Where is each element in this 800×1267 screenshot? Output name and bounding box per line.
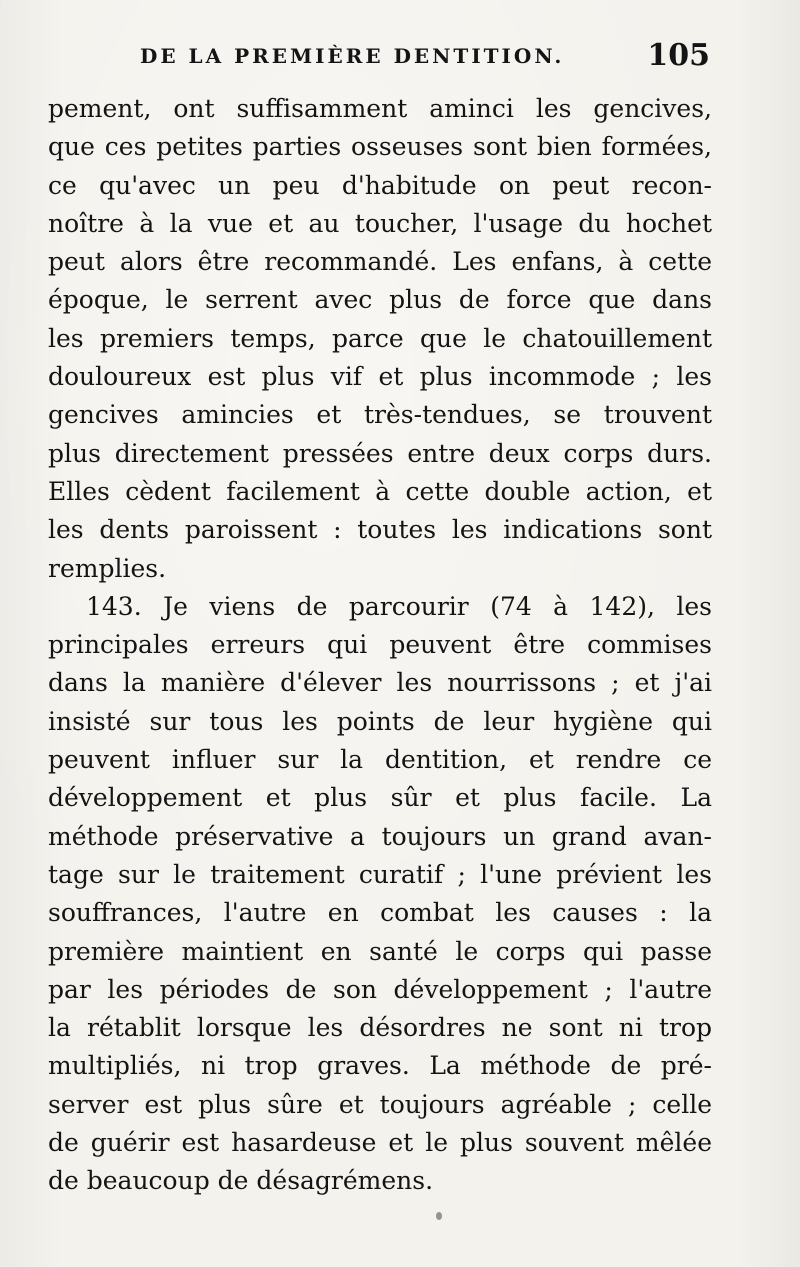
text-line: dans la manière d'élever les nourrissons ; et j'ai (48, 668, 712, 698)
running-head: DE LA PREMIÈRE DENTITION. (140, 44, 565, 68)
text-line: tage sur le traitement curatif ; l'une prévient les (48, 859, 712, 889)
text-line: par les périodes de son développement ; l'autre (48, 974, 712, 1004)
text-line: noître à la vue et au toucher, l'usage du hochet (48, 208, 712, 238)
text-line: server est plus sûre et toujours agréable ; celle (48, 1089, 712, 1119)
text-line: de beaucoup de désagrémens. (48, 1166, 434, 1196)
text-line: de guérir est hasardeuse et le plus souvent mêlée (48, 1128, 712, 1158)
text-line: douloureux est plus vif et plus incommode ; les (48, 362, 712, 392)
text-line: la rétablit lorsque les désordres ne sont ni trop (48, 1013, 712, 1043)
text-line: développement et plus sûr et plus facile. La (48, 783, 712, 813)
text-line: Elles cèdent facilement à cette double action, et (48, 476, 712, 506)
text-line: insisté sur tous les points de leur hygiène qui (48, 706, 712, 736)
text-line: souffrances, l'autre en combat les causes : la (48, 898, 712, 928)
paragraph-start-line: 143. Je viens de parcourir (74 à 142), les (86, 591, 712, 621)
ink-speck (436, 1212, 442, 1220)
text-line: première maintient en santé le corps qui passe (48, 936, 712, 966)
text-line: les dents paroissent : toutes les indications sont (48, 515, 712, 545)
body-text (48, 90, 712, 1201)
page-header (140, 38, 710, 80)
page-number: 105 (647, 38, 710, 73)
text-line: multipliés, ni trop graves. La méthode de pré- (48, 1051, 712, 1081)
text-line: remplies. (48, 553, 167, 583)
text-line: peuvent influer sur la dentition, et rendre ce (48, 745, 712, 775)
text-line: que ces petites parties osseuses sont bien formées, (48, 132, 712, 162)
text-line: méthode préservative a toujours un grand avan- (48, 821, 712, 851)
text-line: plus directement pressées entre deux corps durs. (48, 438, 712, 468)
text-line: peut alors être recommandé. Les enfans, à cette (48, 247, 712, 277)
text-line: gencives amincies et très-tendues, se trouvent (48, 400, 712, 430)
text-line: ce qu'avec un peu d'habitude on peut recon- (48, 170, 712, 200)
text-line: pement, ont suffisamment aminci les gencives, (48, 94, 712, 123)
text-line: époque, le serrent avec plus de force que dans (48, 285, 712, 315)
text-line: les premiers temps, parce que le chatouillement (48, 323, 712, 353)
text-line: principales erreurs qui peuvent être commises (48, 630, 712, 660)
